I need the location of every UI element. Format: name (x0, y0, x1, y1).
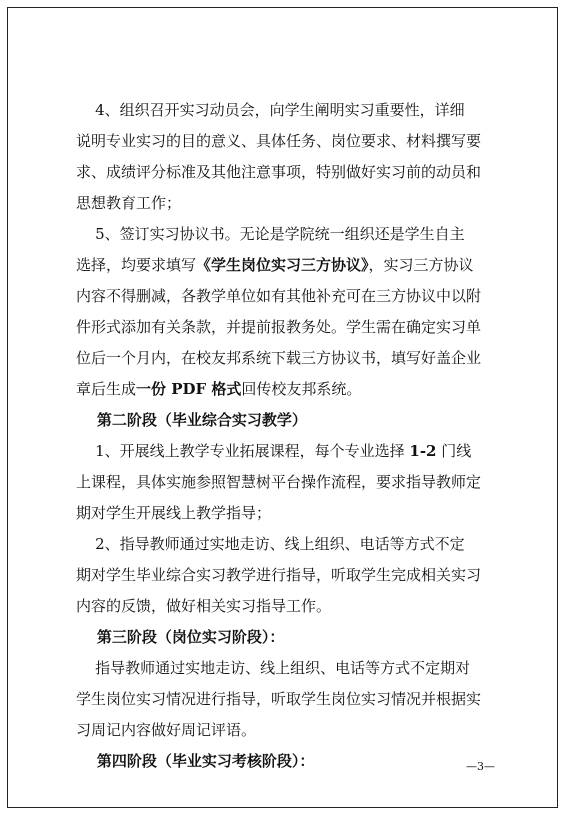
text-line (76, 374, 502, 405)
text-segment: 期对学生开展线上教学指导； (76, 504, 272, 522)
text-segment: 上课程，具体实施参照智慧树平台操作流程，要求指导教师定 (76, 473, 482, 491)
text-line (76, 281, 502, 312)
text-segment: 选择，均要求填写 (76, 256, 197, 274)
text-segment: 求、成绩评分标准及其他注意事项，特别做好实习前的动员和 (76, 163, 482, 181)
text-segment: ，实习三方协议 (368, 256, 474, 274)
text-segment: 4、组织召开实习动员会，向学生阐明实习重要性，详细 (76, 101, 465, 119)
text-line (76, 219, 502, 250)
heading-text: 第四阶段（毕业实习考核阶段）： (76, 752, 315, 770)
text-segment: 思想教育工作； (76, 194, 182, 212)
text-segment: 1、开展线上教学专业拓展课程，每个专业选择 (76, 442, 410, 460)
text-segment: 件形式添加有关条款，并提前报教务处。学生需在确定实习单 (76, 318, 482, 336)
text-line (76, 436, 502, 467)
text-line (76, 157, 502, 188)
text-line (76, 560, 502, 591)
text-segment: 学生岗位实习情况进行指导，听取学生岗位实习情况并根据实 (76, 690, 482, 708)
heading-text: 第三阶段（岗位实习阶段）： (76, 628, 285, 646)
text-segment: 5、签订实习协议书。无论是学院统一组织还是学生自主 (76, 225, 465, 243)
text-line (76, 95, 502, 126)
text-line (76, 529, 502, 560)
section-heading-stage-2 (76, 405, 502, 436)
text-segment: 门线 (436, 442, 472, 460)
text-segment: 2、指导教师通过实地走访、线上组织、电话等方式不定 (76, 535, 465, 553)
text-line (76, 715, 502, 746)
agreement-title: 《学生岗位实习三方协议》 (196, 256, 369, 274)
heading-text: 第二阶段（毕业综合实习教学） (76, 411, 307, 429)
text-segment: 指导教师通过实地走访、线上组织、电话等方式不定期对 (76, 659, 471, 677)
text-segment: 内容不得删减，各教学单位如有其他补充可在三方协议中以附 (76, 287, 482, 305)
text-segment: 习周记内容做好周记评语。 (76, 721, 257, 739)
document-body (76, 95, 502, 777)
text-line (76, 684, 502, 715)
text-segment: 说明专业实习的目的意义、具体任务、岗位要求、材料撰写要 (76, 132, 482, 150)
text-line (76, 343, 502, 374)
course-count-emphasis: 1-2 (409, 442, 437, 460)
text-line (76, 591, 502, 622)
text-segment: 回传校友邦系统。 (241, 380, 362, 398)
section-heading-stage-4 (76, 746, 502, 777)
pdf-format-emphasis: 一份 PDF 格式 (136, 380, 242, 398)
text-segment: 期对学生毕业综合实习教学进行指导，听取学生完成相关实习 (76, 566, 482, 584)
text-line (76, 498, 502, 529)
text-line (76, 250, 502, 281)
page-number: —3— (466, 760, 495, 773)
text-line (76, 188, 502, 219)
text-line (76, 126, 502, 157)
text-line (76, 467, 502, 498)
text-line (76, 653, 502, 684)
text-segment: 位后一个月内，在校友邦系统下载三方协议书，填写好盖企业 (76, 349, 482, 367)
text-segment: 内容的反馈，做好相关实习指导工作。 (76, 597, 332, 615)
section-heading-stage-3 (76, 622, 502, 653)
text-line (76, 312, 502, 343)
text-segment: 章后生成 (76, 380, 137, 398)
